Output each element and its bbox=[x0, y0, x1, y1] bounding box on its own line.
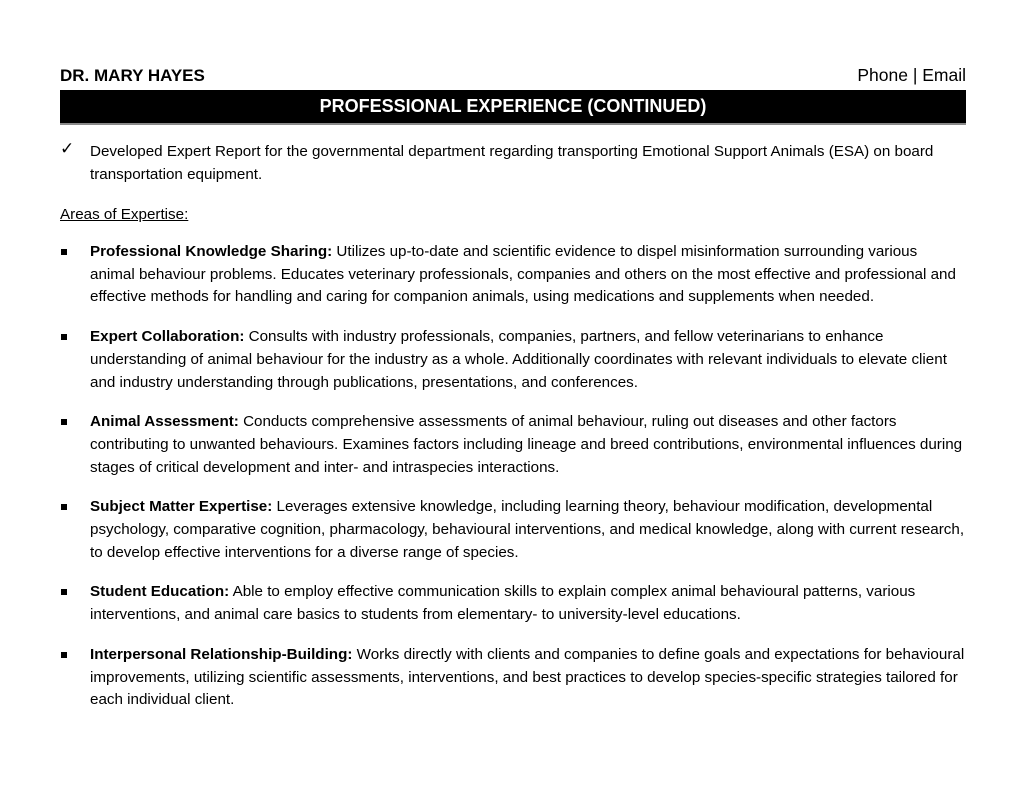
expertise-description: Leverages extensive knowledge, including learning theory, behaviour modification, developmental psychology, comparative cognition, pharmacology, behavioural interventions, and medical knowledge, along with current research, to develop effective interventions for a diverse range of species. bbox=[90, 498, 965, 561]
resume-page bbox=[60, 60, 966, 712]
expertise-title: Professional Knowledge Sharing: bbox=[90, 243, 333, 260]
section-title-bar bbox=[60, 90, 966, 123]
section-title: PROFESSIONAL EXPERIENCE (CONTINUED) bbox=[319, 96, 707, 116]
expertise-list bbox=[60, 241, 966, 712]
expertise-title: Interpersonal Relationship-Building: bbox=[90, 645, 353, 663]
expertise-title: Subject Matter Expertise: bbox=[90, 498, 273, 516]
expertise-description: Conducts comprehensive assessments of animal behaviour, ruling out diseases and other factors contributing to unwanted behaviours. Examines factors including lineage and breed contributions, environmental influences during stages of critical development and inter- and intraspecies interactions. bbox=[90, 413, 963, 476]
expertise-item bbox=[60, 644, 966, 712]
expertise-item bbox=[60, 411, 966, 479]
achievement-text: Developed Expert Report for the governmental department regarding transporting Emotional Support Animals (ESA) on board transportation equipment. bbox=[90, 143, 934, 183]
expertise-item bbox=[60, 326, 966, 394]
expertise-title: Student Education: bbox=[90, 583, 230, 601]
square-bullet-icon bbox=[61, 249, 67, 255]
checkmark-icon: ✓ bbox=[60, 139, 75, 159]
expertise-item bbox=[60, 241, 966, 309]
resume-header bbox=[60, 60, 966, 86]
square-bullet-icon bbox=[61, 419, 67, 425]
expertise-description: Utilizes up-to-date and scientific evidence to dispel misinformation surrounding various animal behaviour problems. Educates veterinary professionals, companies and others on the most effective and professional and effective methods for handling and caring for companion animals, using medications and supplements when needed. bbox=[90, 243, 956, 306]
square-bullet-icon bbox=[61, 652, 67, 658]
expertise-description: Able to employ effective communication skills to explain complex animal behavioural patterns, various interventions, and animal care basics to students from elementary- to university-level educations. bbox=[90, 583, 916, 624]
square-bullet-icon bbox=[61, 504, 67, 510]
expertise-item bbox=[60, 496, 966, 564]
achievement-item bbox=[60, 140, 966, 186]
expertise-title: Expert Collaboration: bbox=[90, 328, 245, 346]
expertise-description: Consults with industry professionals, companies, partners, and fellow veterinarians to enhance understanding of animal behaviour for the industry as a whole. Additionally coordinates with relevant individuals to elevate client and industry understanding through publications, presentations, and conferences. bbox=[90, 328, 947, 391]
expertise-description: Works directly with clients and companies to define goals and expectations for behavioural improvements, utilizing scientific assessments, interventions, and best practices to develop species-specific strategies tailored for each individual client. bbox=[90, 645, 965, 709]
expertise-item bbox=[60, 581, 966, 626]
candidate-name: DR. MARY HAYES bbox=[60, 66, 205, 85]
square-bullet-icon bbox=[61, 589, 67, 595]
contact-info: Phone | Email bbox=[857, 65, 966, 85]
square-bullet-icon bbox=[61, 334, 67, 340]
areas-heading: Areas of Expertise: bbox=[60, 206, 189, 223]
expertise-title: Animal Assessment: bbox=[90, 413, 239, 431]
